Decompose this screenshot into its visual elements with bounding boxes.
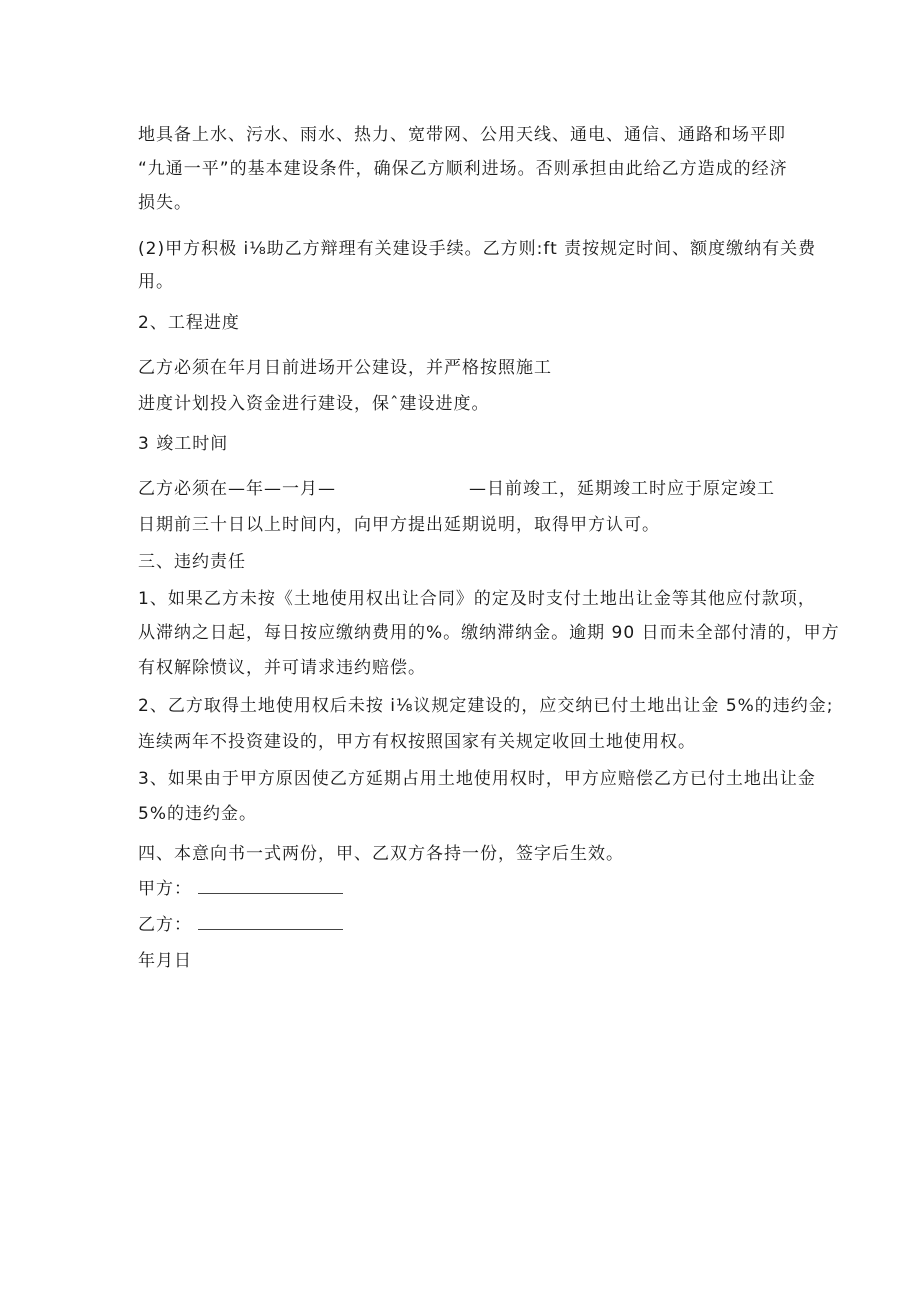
paragraph-line: 1、如果乙方未按《土地使用权出让合同》的定及时支付土地出让金等其他应付款项， xyxy=(138,589,816,609)
section-heading: 2、工程进度 xyxy=(138,313,240,333)
paragraph-line: 5%的违约金。 xyxy=(138,804,257,824)
party-b-signature xyxy=(138,914,343,936)
paragraph-line: 进度计划投入资金进行建设，保ˆ建设进度。 xyxy=(138,394,490,414)
paragraph-line: 四、本意向书一式两份，甲、乙双方各持一份，签字后生效。 xyxy=(138,844,624,864)
party-b-label: 乙方： xyxy=(138,915,192,935)
party-a-signature-line xyxy=(198,879,343,894)
party-a-label: 甲方： xyxy=(138,879,192,899)
paragraph-line: 乙方必须在—年—一月— xyxy=(138,479,336,499)
paragraph-line: 地具备上水、污水、雨水、热力、宽带网、公用天线、通电、通信、通路和场平即 xyxy=(138,125,786,145)
party-a-signature xyxy=(138,878,343,900)
paragraph-line: 乙方必须在年月日前进场开公建设，并严格按照施工 xyxy=(138,358,552,378)
paragraph-line: 2、乙方取得土地使用权后未按 i⅛议规定建设的，应交纳已付土地出让金 5%的违约金; xyxy=(138,696,834,716)
paragraph-line: —日前竣工，延期竣工时应于原定竣工 xyxy=(469,479,775,499)
paragraph-line: “九通一平”的基本建设条件，确保乙方顺利进场。否则承担由此给乙方造成的经济 xyxy=(138,159,788,179)
paragraph-line: 日期前三十日以上时间内，向甲方提出延期说明，取得甲方认可。 xyxy=(138,515,660,535)
paragraph-line: 从滞纳之日起，每日按应缴纳费用的%。缴纳滞纳金。逾期 90 日而未全部付清的，甲方 xyxy=(138,623,840,643)
section-heading: 3 竣工时间 xyxy=(138,434,229,454)
paragraph-line: (2)甲方积极 i⅛助乙方辩理有关建设手续。乙方则:ft 责按规定时间、额度缴纳有关费 xyxy=(138,239,817,259)
paragraph-line: 有权解除愤议，并可请求违约赔偿。 xyxy=(138,658,426,678)
paragraph-line: 用。 xyxy=(138,272,174,292)
paragraph-line: 损失。 xyxy=(138,193,192,213)
section-heading: 三、违约责任 xyxy=(138,552,246,572)
paragraph-line: 3、如果由于甲方原因使乙方延期占用土地使用权时，甲方应赔偿乙方已付土地出让金 xyxy=(138,769,816,789)
date-label: 年月日 xyxy=(138,951,192,971)
party-b-signature-line xyxy=(198,915,343,930)
paragraph-line: 连续两年不投资建设的，甲方有权按照国家有关规定收回土地使用权。 xyxy=(138,732,696,752)
